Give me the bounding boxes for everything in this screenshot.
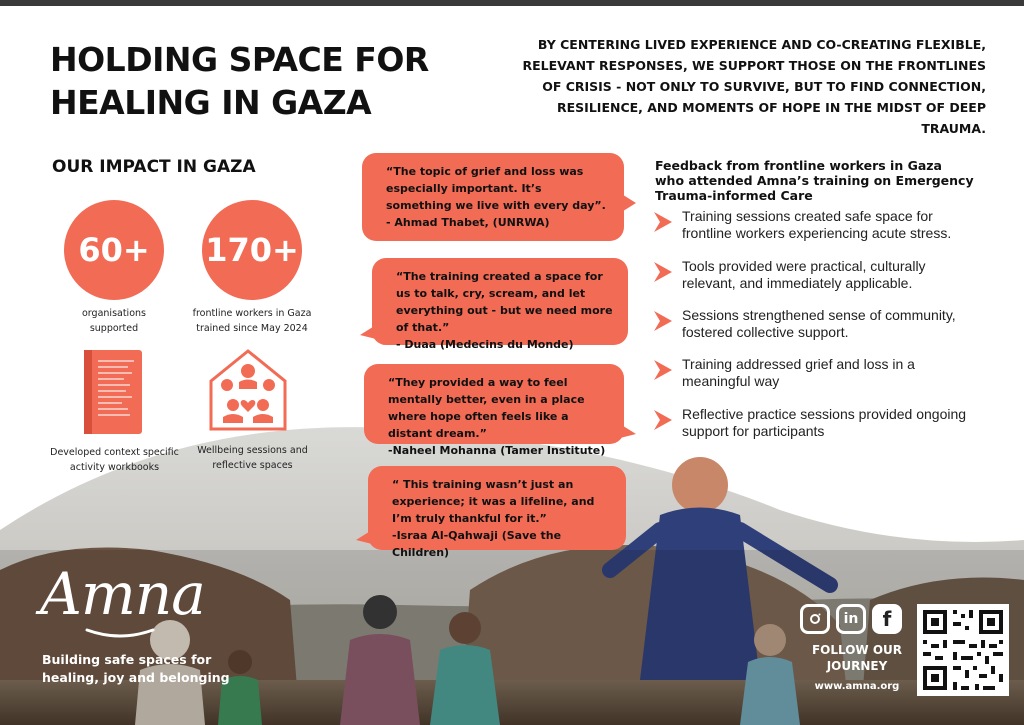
feedback-heading: Feedback from frontline workers in Gaza who attended Amna’s training on Emergency Trauma-informed Care (655, 158, 974, 203)
caption-line: supported (89, 323, 139, 334)
stat-organisations: 60+ (64, 200, 164, 300)
follow-line: FOLLOW OUR (811, 643, 903, 657)
bubble-tail (360, 325, 376, 339)
quote-bubble (372, 258, 628, 351)
quote-text: “ This training wasn’t just an experience; it was a lifeline, and I’m truly thankful for it.” (392, 478, 595, 525)
workbook-icon (80, 348, 146, 438)
feedback-text: Tools provided were practical, culturally relevant, and immediately applicable. (682, 258, 926, 291)
chevron-right-icon (652, 358, 674, 382)
feedback-item (652, 406, 982, 439)
workbook-caption (42, 445, 187, 475)
chevron-right-icon (652, 260, 674, 284)
quote-text: “The training created a space for us to talk, cry, scream, and let everything out - but we need more of that.” (396, 270, 613, 334)
bubble-tail (620, 424, 636, 438)
quote-author: -Naheel Mohanna (Tamer Institute) (388, 444, 606, 457)
feedback-text: Training sessions created safe space for frontline workers experiencing acute stress. (682, 208, 952, 241)
stat-frontline-workers: 170+ (202, 200, 302, 300)
wellbeing-caption (180, 443, 325, 473)
caption-line: Wellbeing sessions and (197, 445, 308, 456)
instagram-icon[interactable] (800, 604, 830, 634)
instagram-glyph (807, 611, 823, 627)
caption-line: frontline workers in Gaza (192, 308, 312, 319)
feedback-text: Reflective practice sessions provided ongoing support for participants (682, 406, 967, 439)
caption-line: reflective spaces (212, 460, 293, 471)
stat-organisations-caption (44, 306, 184, 336)
quote-author: -Israa Al-Qahwaji (Save the Children) (392, 529, 562, 559)
caption-line: trained since May 2024 (196, 323, 308, 334)
follow-line: JOURNEY (826, 659, 888, 673)
qr-code[interactable] (917, 604, 1009, 696)
linkedin-icon[interactable]: in (836, 604, 866, 634)
quote-text: “They provided a way to feel mentally better, even in a place where hope often feels like a distant dream.” (388, 376, 585, 440)
feedback-item (652, 307, 982, 340)
quote-author: - Duaa (Medecins du Monde) (396, 338, 574, 351)
quote-bubble (364, 364, 624, 457)
amna-logo: Amna (40, 560, 205, 628)
mission-statement: BY CENTERING LIVED EXPERIENCE AND CO-CREATING FLEXIBLE, RELEVANT RESPONSES, WE SUPPORT THOSE ON THE FRONTLINES OF CRISIS - NOT ONLY TO SURVIVE, BUT TO FIND CONNECTION, RESILIENCE, AND MOMENTS OF HOPE IN THE MIDST OF DEEP TRAUMA. (522, 37, 986, 136)
social-links (800, 604, 908, 634)
quote-bubble (362, 153, 624, 241)
follow-our-journey (803, 642, 911, 674)
caption-line: Developed context specific (50, 447, 179, 458)
caption-line: organisations (82, 308, 146, 319)
page-title (50, 38, 429, 124)
bubble-tail (356, 530, 372, 544)
top-border (0, 0, 1024, 6)
impact-heading: OUR IMPACT IN GAZA (52, 157, 256, 177)
feedback-item (652, 258, 982, 291)
website-link[interactable]: www.amna.org (814, 681, 900, 692)
community-house-icon (205, 345, 291, 433)
bubble-tail (620, 193, 636, 213)
facebook-icon[interactable]: f (872, 604, 902, 634)
feedback-item (652, 208, 982, 241)
stat-frontline-workers-caption (182, 306, 322, 336)
quote-text: “The topic of grief and loss was especially important. It’s something we live with every day”. (386, 165, 606, 212)
quote-bubble (368, 466, 626, 559)
chevron-right-icon (652, 309, 674, 333)
title-line-2: HEALING IN GAZA (50, 83, 372, 122)
title-line-1: HOLDING SPACE FOR (50, 40, 429, 79)
feedback-text: Training addressed grief and loss in a meaningful way (682, 356, 915, 389)
chevron-right-icon (652, 210, 674, 234)
caption-line: activity workbooks (69, 462, 160, 473)
logo-smile-icon (85, 628, 155, 640)
chevron-right-icon (652, 408, 674, 432)
tagline: Building safe spaces for healing, joy and belonging (42, 652, 230, 685)
feedback-item (652, 356, 982, 389)
feedback-text: Sessions strengthened sense of community, fostered collective support. (682, 307, 956, 340)
quote-author: - Ahmad Thabet, (UNRWA) (386, 216, 550, 229)
